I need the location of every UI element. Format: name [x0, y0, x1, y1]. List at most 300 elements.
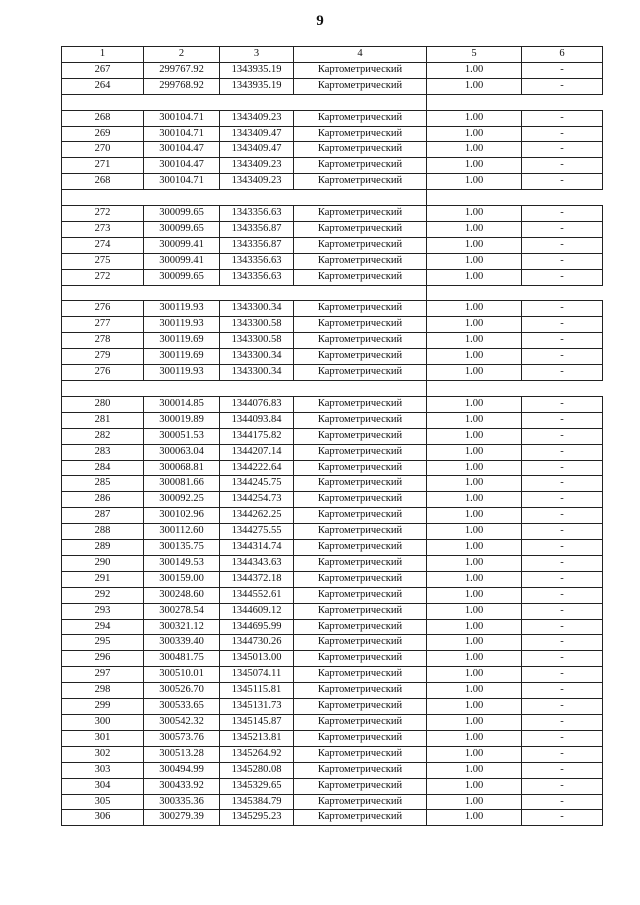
table-row: [62, 317, 603, 333]
table-cell: 300102.96: [144, 508, 220, 524]
table-cell: 300339.40: [144, 635, 220, 651]
table-cell: 268: [62, 110, 144, 126]
table-cell: -: [522, 762, 603, 778]
table-cell: 292: [62, 587, 144, 603]
table-cell: -: [522, 174, 603, 190]
table-cell: Картометрический: [294, 540, 427, 556]
table-cell: 1.00: [427, 237, 522, 253]
table-cell: 1343356.87: [220, 221, 294, 237]
table-cell: 1344275.55: [220, 524, 294, 540]
table-row: [62, 524, 603, 540]
table-cell: 1.00: [427, 715, 522, 731]
table-cell: 1.00: [427, 683, 522, 699]
coordinates-table-body: [62, 47, 603, 826]
table-row: [62, 619, 603, 635]
table-cell: 300104.71: [144, 110, 220, 126]
table-cell: 300019.89: [144, 412, 220, 428]
table-cell: Картометрический: [294, 78, 427, 94]
table-cell: -: [522, 667, 603, 683]
table-row: [62, 126, 603, 142]
table-cell: 1343935.19: [220, 78, 294, 94]
table-cell: -: [522, 715, 603, 731]
table-cell: 264: [62, 78, 144, 94]
table-cell: -: [522, 62, 603, 78]
table-cell: -: [522, 778, 603, 794]
table-cell: Картометрический: [294, 715, 427, 731]
table-cell: -: [522, 794, 603, 810]
table-cell: 276: [62, 301, 144, 317]
table-cell: -: [522, 699, 603, 715]
separator-cell: [294, 190, 427, 206]
table-cell: Картометрический: [294, 444, 427, 460]
table-cell: 291: [62, 571, 144, 587]
table-cell: Картометрический: [294, 221, 427, 237]
table-row: [62, 412, 603, 428]
table-cell: 267: [62, 62, 144, 78]
table-cell: Картометрический: [294, 683, 427, 699]
table-cell: 303: [62, 762, 144, 778]
table-cell: 1343356.63: [220, 253, 294, 269]
table-row: [62, 253, 603, 269]
table-cell: 1.00: [427, 142, 522, 158]
table-cell: 300278.54: [144, 603, 220, 619]
table-cell: 1343300.58: [220, 317, 294, 333]
table-cell: -: [522, 78, 603, 94]
table-row: [62, 635, 603, 651]
table-cell: 284: [62, 460, 144, 476]
table-row: [62, 221, 603, 237]
table-cell: -: [522, 619, 603, 635]
table-cell: 1344076.83: [220, 396, 294, 412]
table-row: [62, 603, 603, 619]
table-row: [62, 667, 603, 683]
table-cell: 305: [62, 794, 144, 810]
separator-row: [62, 190, 603, 206]
table-cell: 1.00: [427, 603, 522, 619]
table-cell: 300119.93: [144, 317, 220, 333]
table-cell: 300533.65: [144, 699, 220, 715]
table-cell: 1345115.81: [220, 683, 294, 699]
table-cell: 300051.53: [144, 428, 220, 444]
table-cell: 1344093.84: [220, 412, 294, 428]
table-cell: Картометрический: [294, 794, 427, 810]
table-cell: 1.00: [427, 540, 522, 556]
table-cell: Картометрический: [294, 142, 427, 158]
separator-cell: [427, 94, 603, 110]
table-cell: Картометрический: [294, 365, 427, 381]
header-cell: 2: [144, 47, 220, 63]
table-cell: 1344222.64: [220, 460, 294, 476]
table-cell: 1343356.63: [220, 269, 294, 285]
table-cell: 300099.41: [144, 253, 220, 269]
table-cell: Картометрический: [294, 524, 427, 540]
coordinates-table: [61, 46, 603, 826]
table-row: [62, 158, 603, 174]
table-row: [62, 62, 603, 78]
table-cell: -: [522, 460, 603, 476]
table-cell: 300099.65: [144, 269, 220, 285]
table-cell: 300542.32: [144, 715, 220, 731]
table-cell: 300104.47: [144, 158, 220, 174]
separator-cell: [427, 190, 603, 206]
table-cell: 300433.92: [144, 778, 220, 794]
table-cell: 300119.93: [144, 365, 220, 381]
table-row: [62, 540, 603, 556]
table-cell: 273: [62, 221, 144, 237]
table-row: [62, 715, 603, 731]
table-row: [62, 699, 603, 715]
table-cell: -: [522, 683, 603, 699]
table-row: [62, 492, 603, 508]
table-cell: 300279.39: [144, 810, 220, 826]
table-cell: 1.00: [427, 396, 522, 412]
separator-row: [62, 94, 603, 110]
table-cell: -: [522, 428, 603, 444]
table-row: [62, 444, 603, 460]
table-cell: 1.00: [427, 301, 522, 317]
table-cell: 1.00: [427, 651, 522, 667]
table-cell: 1344609.12: [220, 603, 294, 619]
table-row: [62, 571, 603, 587]
table-row: [62, 778, 603, 794]
table-cell: 1.00: [427, 333, 522, 349]
table-cell: 279: [62, 349, 144, 365]
table-cell: 268: [62, 174, 144, 190]
table-cell: 274: [62, 237, 144, 253]
table-cell: -: [522, 444, 603, 460]
table-cell: Картометрический: [294, 174, 427, 190]
table-cell: 1344245.75: [220, 476, 294, 492]
table-cell: Картометрический: [294, 126, 427, 142]
table-cell: 286: [62, 492, 144, 508]
table-row: [62, 428, 603, 444]
table-row: [62, 587, 603, 603]
table-cell: 1.00: [427, 221, 522, 237]
table-cell: Картометрический: [294, 699, 427, 715]
table-cell: -: [522, 221, 603, 237]
table-row: [62, 746, 603, 762]
table-cell: 1.00: [427, 158, 522, 174]
table-cell: -: [522, 142, 603, 158]
table-cell: 1.00: [427, 174, 522, 190]
table-cell: 1344175.82: [220, 428, 294, 444]
table-cell: 1.00: [427, 555, 522, 571]
table-cell: 1345013.00: [220, 651, 294, 667]
table-cell: 1.00: [427, 126, 522, 142]
table-cell: 300092.25: [144, 492, 220, 508]
table-cell: -: [522, 651, 603, 667]
table-cell: 1.00: [427, 810, 522, 826]
table-cell: 1.00: [427, 667, 522, 683]
table-cell: 1.00: [427, 476, 522, 492]
table-cell: -: [522, 508, 603, 524]
table-cell: -: [522, 540, 603, 556]
table-cell: 1344695.99: [220, 619, 294, 635]
table-cell: 300104.71: [144, 174, 220, 190]
table-cell: 1.00: [427, 78, 522, 94]
table-cell: 300068.81: [144, 460, 220, 476]
separator-cell: [62, 94, 294, 110]
table-row: [62, 110, 603, 126]
table-row: [62, 762, 603, 778]
table-cell: 1344552.61: [220, 587, 294, 603]
table-cell: Картометрический: [294, 253, 427, 269]
table-cell: 283: [62, 444, 144, 460]
table-cell: 300481.75: [144, 651, 220, 667]
table-cell: Картометрический: [294, 317, 427, 333]
table-cell: 300513.28: [144, 746, 220, 762]
table-cell: 272: [62, 269, 144, 285]
table-cell: -: [522, 317, 603, 333]
table-cell: 299768.92: [144, 78, 220, 94]
separator-cell: [427, 285, 603, 301]
table-cell: 1.00: [427, 206, 522, 222]
table-cell: Картометрический: [294, 555, 427, 571]
table-cell: Картометрический: [294, 428, 427, 444]
table-cell: 300119.93: [144, 301, 220, 317]
table-cell: 1.00: [427, 508, 522, 524]
table-cell: -: [522, 730, 603, 746]
table-cell: Картометрический: [294, 460, 427, 476]
table-cell: 282: [62, 428, 144, 444]
table-cell: 300159.00: [144, 571, 220, 587]
table-cell: 1.00: [427, 587, 522, 603]
table-cell: 1343409.23: [220, 158, 294, 174]
table-cell: 1.00: [427, 460, 522, 476]
table-cell: 289: [62, 540, 144, 556]
table-row: [62, 555, 603, 571]
table-cell: -: [522, 333, 603, 349]
table-cell: 299: [62, 699, 144, 715]
separator-cell: [427, 380, 603, 396]
table-cell: 1343409.23: [220, 174, 294, 190]
table-cell: 1.00: [427, 269, 522, 285]
table-cell: -: [522, 746, 603, 762]
separator-row: [62, 285, 603, 301]
table-row: [62, 269, 603, 285]
table-cell: 1.00: [427, 794, 522, 810]
table-cell: 300014.85: [144, 396, 220, 412]
table-cell: 1343300.34: [220, 349, 294, 365]
table-row: [62, 349, 603, 365]
table-row: [62, 683, 603, 699]
table-cell: 296: [62, 651, 144, 667]
table-cell: 277: [62, 317, 144, 333]
table-cell: 1.00: [427, 746, 522, 762]
table-cell: 1344730.26: [220, 635, 294, 651]
table-cell: 1343300.34: [220, 365, 294, 381]
table-row: [62, 237, 603, 253]
table-cell: 1343300.34: [220, 301, 294, 317]
table-cell: -: [522, 126, 603, 142]
table-cell: 269: [62, 126, 144, 142]
table-cell: 1.00: [427, 110, 522, 126]
table-cell: Картометрический: [294, 492, 427, 508]
table-cell: 1343356.63: [220, 206, 294, 222]
separator-cell: [294, 380, 427, 396]
table-cell: 1345213.81: [220, 730, 294, 746]
table-cell: 299767.92: [144, 62, 220, 78]
table-cell: 1.00: [427, 778, 522, 794]
table-cell: 288: [62, 524, 144, 540]
table-cell: 301: [62, 730, 144, 746]
table-cell: Картометрический: [294, 635, 427, 651]
table-row: [62, 460, 603, 476]
table-cell: 1.00: [427, 635, 522, 651]
table-cell: 1345264.92: [220, 746, 294, 762]
table-cell: 300063.04: [144, 444, 220, 460]
table-cell: 1343409.47: [220, 142, 294, 158]
separator-cell: [294, 285, 427, 301]
table-cell: 295: [62, 635, 144, 651]
header-cell: 3: [220, 47, 294, 63]
table-cell: 300248.60: [144, 587, 220, 603]
table-cell: 287: [62, 508, 144, 524]
table-cell: Картометрический: [294, 762, 427, 778]
table-cell: 1.00: [427, 253, 522, 269]
header-cell: 5: [427, 47, 522, 63]
table-cell: Картометрический: [294, 269, 427, 285]
table-cell: 302: [62, 746, 144, 762]
table-cell: 306: [62, 810, 144, 826]
table-cell: Картометрический: [294, 349, 427, 365]
table-cell: 285: [62, 476, 144, 492]
table-cell: -: [522, 253, 603, 269]
table-row: [62, 142, 603, 158]
table-cell: 1.00: [427, 428, 522, 444]
table-cell: 281: [62, 412, 144, 428]
header-cell: 1: [62, 47, 144, 63]
table-cell: 300112.60: [144, 524, 220, 540]
table-cell: 1345131.73: [220, 699, 294, 715]
table-cell: 1.00: [427, 62, 522, 78]
table-row: [62, 651, 603, 667]
table-cell: 1345074.11: [220, 667, 294, 683]
table-cell: 300081.66: [144, 476, 220, 492]
table-cell: 300321.12: [144, 619, 220, 635]
table-cell: 1.00: [427, 762, 522, 778]
table-cell: 294: [62, 619, 144, 635]
table-row: [62, 396, 603, 412]
table-cell: 270: [62, 142, 144, 158]
table-cell: -: [522, 301, 603, 317]
table-cell: 300099.65: [144, 206, 220, 222]
table-cell: 304: [62, 778, 144, 794]
table-cell: 300099.65: [144, 221, 220, 237]
header-cell: 4: [294, 47, 427, 63]
table-cell: 290: [62, 555, 144, 571]
table-cell: 1343409.23: [220, 110, 294, 126]
table-row: [62, 810, 603, 826]
table-cell: Картометрический: [294, 730, 427, 746]
table-cell: Картометрический: [294, 110, 427, 126]
table-cell: Картометрический: [294, 810, 427, 826]
table-cell: 1.00: [427, 444, 522, 460]
table-cell: -: [522, 571, 603, 587]
separator-row: [62, 380, 603, 396]
table-cell: 271: [62, 158, 144, 174]
table-cell: 300099.41: [144, 237, 220, 253]
table-cell: 1343409.47: [220, 126, 294, 142]
table-cell: 278: [62, 333, 144, 349]
table-cell: -: [522, 476, 603, 492]
table-cell: Картометрический: [294, 587, 427, 603]
table-cell: 300135.75: [144, 540, 220, 556]
table-row: [62, 301, 603, 317]
table-cell: -: [522, 810, 603, 826]
table-cell: Картометрический: [294, 667, 427, 683]
table-cell: 1.00: [427, 365, 522, 381]
table-cell: Картометрический: [294, 237, 427, 253]
table-cell: 300119.69: [144, 349, 220, 365]
table-cell: 1.00: [427, 524, 522, 540]
table-cell: 300335.36: [144, 794, 220, 810]
table-cell: -: [522, 349, 603, 365]
table-cell: 300510.01: [144, 667, 220, 683]
table-cell: 1.00: [427, 492, 522, 508]
table-cell: Картометрический: [294, 651, 427, 667]
table-cell: Картометрический: [294, 62, 427, 78]
table-row: [62, 174, 603, 190]
table-row: [62, 508, 603, 524]
table-row: [62, 476, 603, 492]
table-row: [62, 794, 603, 810]
table-cell: 300526.70: [144, 683, 220, 699]
table-cell: 1345280.08: [220, 762, 294, 778]
table-cell: -: [522, 555, 603, 571]
table-cell: 1344343.63: [220, 555, 294, 571]
table-cell: 1345329.65: [220, 778, 294, 794]
table-cell: -: [522, 396, 603, 412]
table-cell: 300: [62, 715, 144, 731]
table-cell: Картометрический: [294, 333, 427, 349]
table-cell: 1343300.58: [220, 333, 294, 349]
table-row: [62, 206, 603, 222]
table-cell: 272: [62, 206, 144, 222]
table-cell: 300104.47: [144, 142, 220, 158]
header-row: [62, 47, 603, 63]
table-cell: -: [522, 412, 603, 428]
table-cell: -: [522, 524, 603, 540]
table-cell: Картометрический: [294, 412, 427, 428]
table-cell: 300494.99: [144, 762, 220, 778]
table-cell: -: [522, 587, 603, 603]
table-cell: Картометрический: [294, 778, 427, 794]
table-row: [62, 78, 603, 94]
table-cell: -: [522, 110, 603, 126]
table-cell: 298: [62, 683, 144, 699]
table-cell: 300104.71: [144, 126, 220, 142]
table-cell: 1.00: [427, 317, 522, 333]
table-cell: 280: [62, 396, 144, 412]
table-cell: 275: [62, 253, 144, 269]
separator-cell: [62, 380, 294, 396]
table-cell: -: [522, 603, 603, 619]
table-cell: 1345384.79: [220, 794, 294, 810]
table-cell: -: [522, 635, 603, 651]
table-cell: 1344262.25: [220, 508, 294, 524]
table-cell: -: [522, 269, 603, 285]
table-row: [62, 365, 603, 381]
table-cell: 1343935.19: [220, 62, 294, 78]
separator-cell: [294, 94, 427, 110]
table-cell: -: [522, 158, 603, 174]
table-row: [62, 333, 603, 349]
table-cell: Картометрический: [294, 603, 427, 619]
table-cell: 1.00: [427, 571, 522, 587]
table-cell: -: [522, 206, 603, 222]
table-cell: Картометрический: [294, 508, 427, 524]
